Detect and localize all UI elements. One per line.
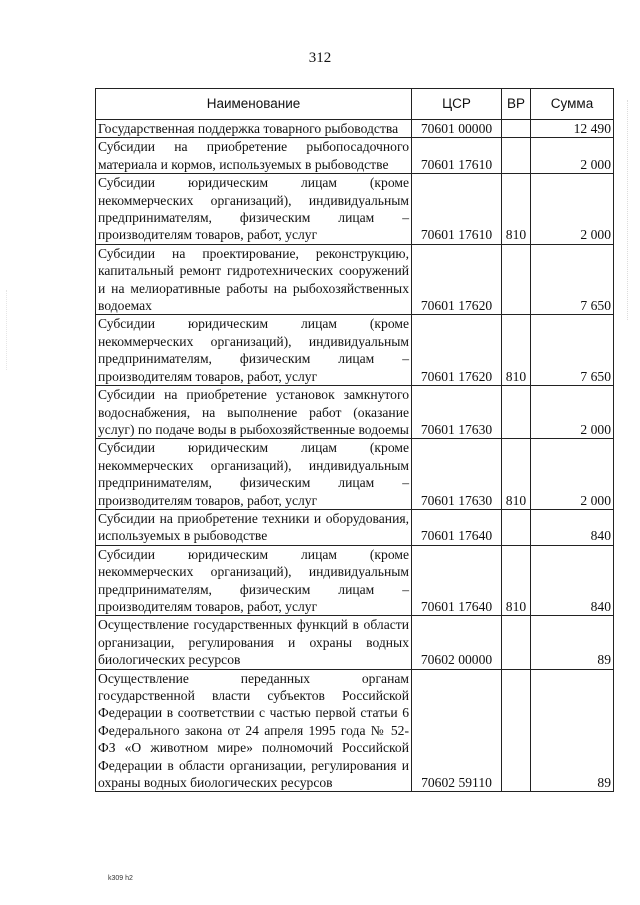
table-row <box>96 120 614 138</box>
row-name: Субсидии на приобретение техники и оборудования, используемых в рыбоводстве <box>96 509 412 545</box>
budget-table <box>95 88 614 792</box>
row-sum: 89 <box>531 616 614 669</box>
header-csr: ЦСР <box>412 89 502 120</box>
row-csr: 70601 00000 <box>412 120 502 138</box>
table-row <box>96 616 614 669</box>
row-csr: 70601 17610 <box>412 174 502 245</box>
row-name: Субсидии юридическим лицам (кроме некоммерческих организаций), индивидуальным предпринимателям, физическим лицам – производителям товаров, работ, услуг <box>96 174 412 245</box>
row-vr <box>502 509 531 545</box>
row-name: Осуществление переданных органам государственной власти субъектов Российской Федерации в соответствии с частью первой статьи 6 Федерального закона от 24 апреля 1995 года № 52-ФЗ «О животном мире» полномочий Российской Федерации в области организации, регулирования и охраны водных биологических ресурсов <box>96 669 412 792</box>
row-csr: 70601 17640 <box>412 545 502 616</box>
table-row <box>96 174 614 245</box>
row-sum: 2 000 <box>531 174 614 245</box>
row-name: Субсидии на приобретение установок замкнутого водоснабжения, на выполнение работ (оказание услуг) по подаче воды в рыбохозяйственные водоемы <box>96 386 412 439</box>
row-vr: 810 <box>502 174 531 245</box>
row-name: Субсидии юридическим лицам (кроме некоммерческих организаций), индивидуальным предпринимателям, физическим лицам – производителям товаров, работ, услуг <box>96 545 412 616</box>
row-name: Субсидии юридическим лицам (кроме некоммерческих организаций), индивидуальным предпринимателям, физическим лицам – производителям товаров, работ, услуг <box>96 315 412 386</box>
table-row <box>96 315 614 386</box>
table-row <box>96 545 614 616</box>
row-vr: 810 <box>502 439 531 510</box>
row-sum: 840 <box>531 545 614 616</box>
table-row <box>96 509 614 545</box>
row-csr: 70602 00000 <box>412 616 502 669</box>
header-vr: ВР <box>502 89 531 120</box>
row-name: Осуществление государственных функций в области организации, регулирования и охраны водных биологических ресурсов <box>96 616 412 669</box>
row-sum: 7 650 <box>531 315 614 386</box>
row-csr: 70601 17640 <box>412 509 502 545</box>
row-vr: 810 <box>502 545 531 616</box>
row-sum: 2 000 <box>531 138 614 174</box>
page-number: 312 <box>308 50 332 66</box>
row-sum: 12 490 <box>531 120 614 138</box>
left-scan-mark <box>6 290 8 370</box>
table-row <box>96 244 614 315</box>
table-row <box>96 386 614 439</box>
row-vr <box>502 669 531 792</box>
table-row <box>96 439 614 510</box>
row-csr: 70601 17610 <box>412 138 502 174</box>
table-header-row <box>96 89 614 120</box>
row-csr: 70602 59110 <box>412 669 502 792</box>
row-vr <box>502 138 531 174</box>
row-sum: 2 000 <box>531 439 614 510</box>
row-csr: 70601 17620 <box>412 244 502 315</box>
row-vr <box>502 244 531 315</box>
row-vr: 810 <box>502 315 531 386</box>
row-csr: 70601 17630 <box>412 439 502 510</box>
row-name: Государственная поддержка товарного рыбоводства <box>96 120 412 138</box>
row-vr <box>502 616 531 669</box>
table-row <box>96 669 614 792</box>
row-sum: 2 000 <box>531 386 614 439</box>
row-sum: 840 <box>531 509 614 545</box>
row-csr: 70601 17620 <box>412 315 502 386</box>
row-vr <box>502 386 531 439</box>
margin-scan-marks <box>627 100 634 320</box>
row-sum: 7 650 <box>531 244 614 315</box>
row-name: Субсидии юридическим лицам (кроме некоммерческих организаций), индивидуальным предпринимателям, физическим лицам – производителям товаров, работ, услуг <box>96 439 412 510</box>
row-sum: 89 <box>531 669 614 792</box>
row-vr <box>502 120 531 138</box>
row-name: Субсидии на проектирование, реконструкцию, капитальный ремонт гидротехнических сооружений и на мелиоративные работы на рыбохозяйственных водоемах <box>96 244 412 315</box>
row-csr: 70601 17630 <box>412 386 502 439</box>
header-name: Наименование <box>96 89 412 120</box>
header-sum: Сумма <box>531 89 614 120</box>
table-row <box>96 138 614 174</box>
row-name: Субсидии на приобретение рыбопосадочного материала и кормов, используемых в рыбоводстве <box>96 138 412 174</box>
footer-code: k309 h2 <box>108 875 133 882</box>
